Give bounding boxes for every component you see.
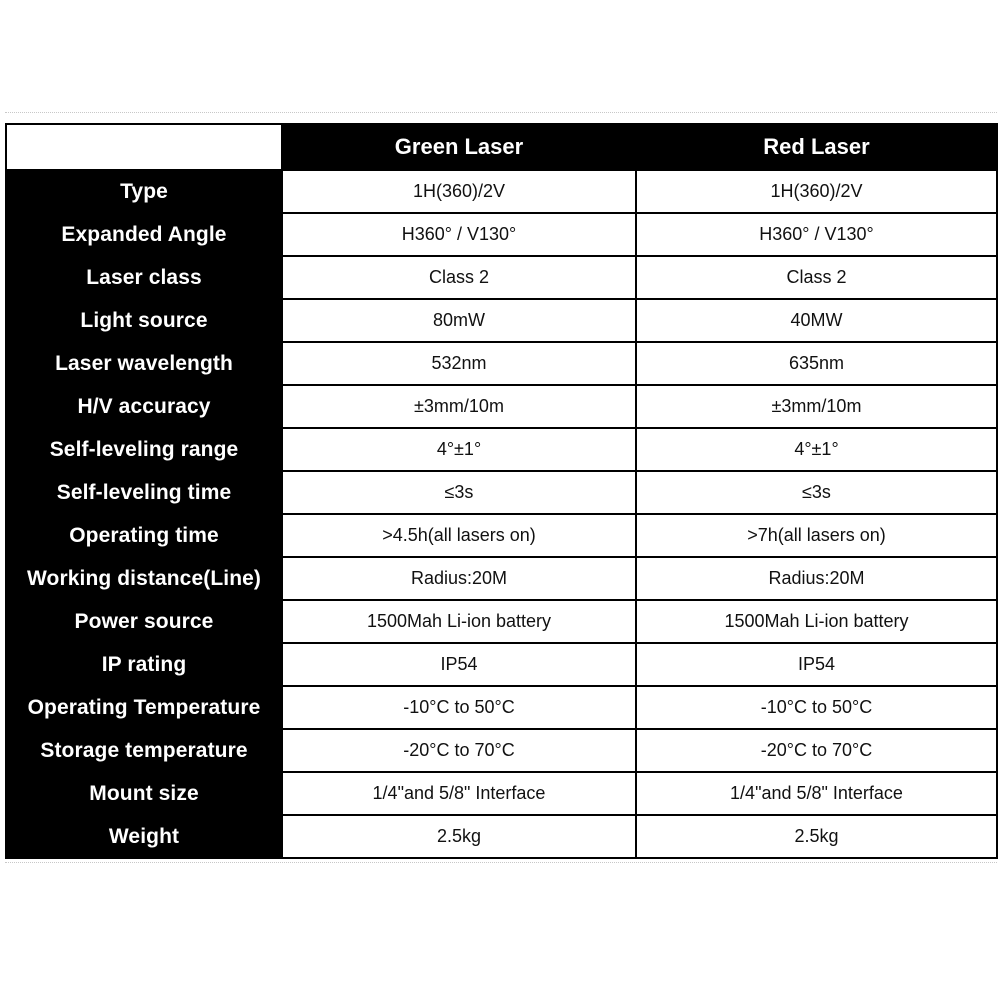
red-value-cell: -20°C to 70°C [636,729,997,772]
table-header-row [6,124,997,170]
column-header-green-laser: Green Laser [282,124,636,170]
red-value-cell: 635nm [636,342,997,385]
red-value-cell: Radius:20M [636,557,997,600]
top-guide-line [5,112,997,113]
row-label: Laser class [6,256,282,299]
table-row [6,256,997,299]
table-row [6,729,997,772]
row-label: Power source [6,600,282,643]
red-value-cell: 1H(360)/2V [636,170,997,213]
green-value-cell: Radius:20M [282,557,636,600]
green-value-cell: ±3mm/10m [282,385,636,428]
row-label: Light source [6,299,282,342]
table-row [6,643,997,686]
green-value-cell: Class 2 [282,256,636,299]
green-value-cell: 80mW [282,299,636,342]
red-value-cell: -10°C to 50°C [636,686,997,729]
red-value-cell: >7h(all lasers on) [636,514,997,557]
table-row [6,385,997,428]
table-row [6,299,997,342]
row-label: Type [6,170,282,213]
bottom-guide-line [5,862,997,863]
red-value-cell: 2.5kg [636,815,997,858]
row-label: Weight [6,815,282,858]
header-corner-cell [6,124,282,170]
row-label: Working distance(Line) [6,557,282,600]
green-value-cell: 4°±1° [282,428,636,471]
red-value-cell: H360° / V130° [636,213,997,256]
red-value-cell: IP54 [636,643,997,686]
red-value-cell: 4°±1° [636,428,997,471]
spec-comparison-table [5,123,998,859]
table-row [6,428,997,471]
table-row [6,170,997,213]
row-label: H/V accuracy [6,385,282,428]
column-header-red-laser: Red Laser [636,124,997,170]
table-row [6,815,997,858]
row-label: Self-leveling time [6,471,282,514]
red-value-cell: ±3mm/10m [636,385,997,428]
green-value-cell: 1/4"and 5/8" Interface [282,772,636,815]
green-value-cell: 2.5kg [282,815,636,858]
red-value-cell: 1/4"and 5/8" Interface [636,772,997,815]
row-label: Laser wavelength [6,342,282,385]
table-row [6,514,997,557]
row-label: Storage temperature [6,729,282,772]
green-value-cell: -10°C to 50°C [282,686,636,729]
green-value-cell: 1H(360)/2V [282,170,636,213]
green-value-cell: >4.5h(all lasers on) [282,514,636,557]
green-value-cell: H360° / V130° [282,213,636,256]
green-value-cell: ≤3s [282,471,636,514]
table-row [6,600,997,643]
row-label: Self-leveling range [6,428,282,471]
green-value-cell: 532nm [282,342,636,385]
row-label: Mount size [6,772,282,815]
green-value-cell: 1500Mah Li-ion battery [282,600,636,643]
red-value-cell: ≤3s [636,471,997,514]
table-row [6,686,997,729]
green-value-cell: IP54 [282,643,636,686]
red-value-cell: 40MW [636,299,997,342]
row-label: IP rating [6,643,282,686]
table-row [6,342,997,385]
row-label: Operating Temperature [6,686,282,729]
row-label: Operating time [6,514,282,557]
red-value-cell: Class 2 [636,256,997,299]
row-label: Expanded Angle [6,213,282,256]
table-row [6,213,997,256]
table-row [6,471,997,514]
red-value-cell: 1500Mah Li-ion battery [636,600,997,643]
green-value-cell: -20°C to 70°C [282,729,636,772]
table-row [6,557,997,600]
table-row [6,772,997,815]
